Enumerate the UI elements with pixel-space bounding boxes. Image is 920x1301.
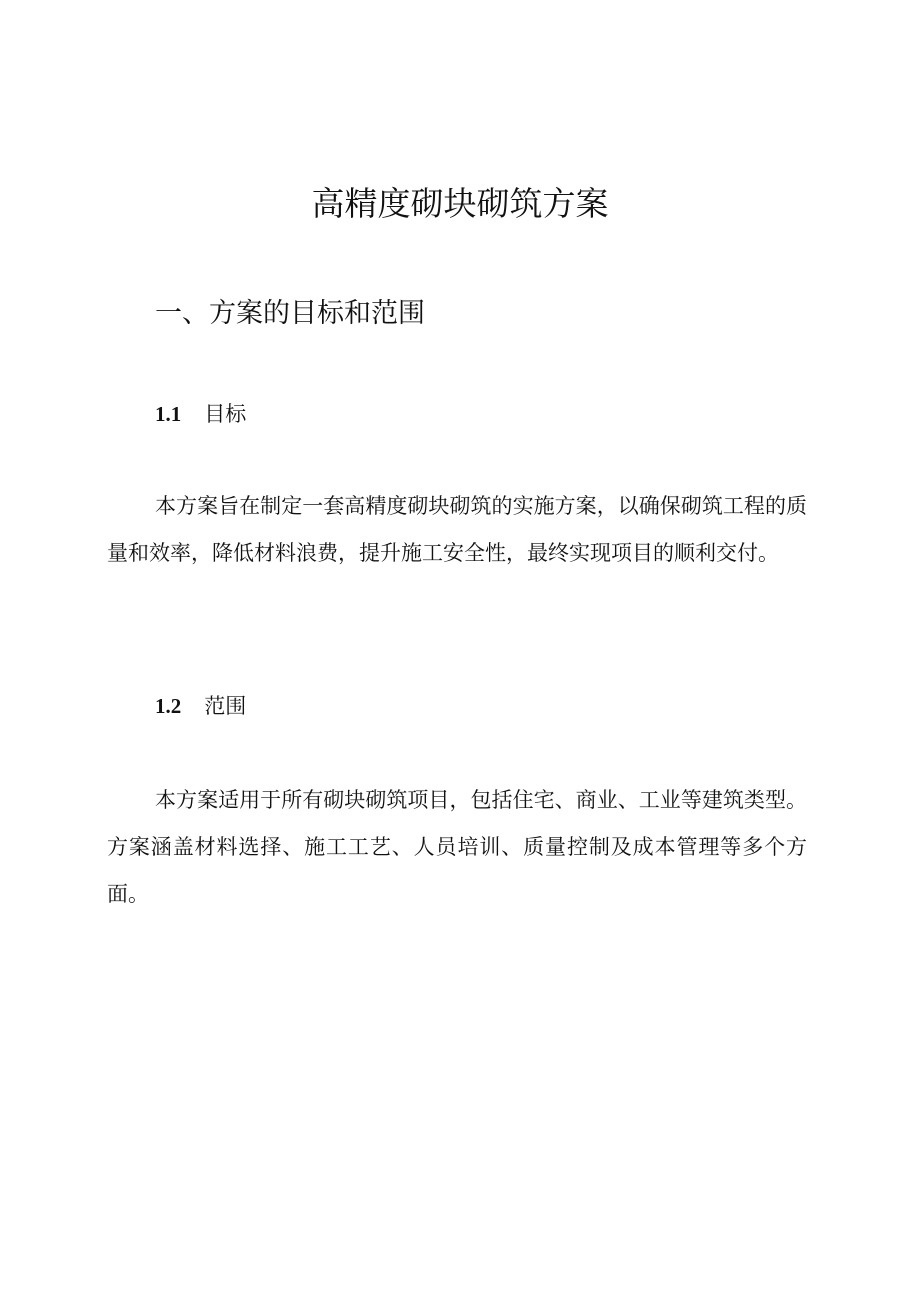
subsection-title: 范围 xyxy=(204,694,247,718)
scope-paragraph: 本方案适用于所有砌块砌筑项目，包括住宅、商业、工业等建筑类型。方案涵盖材料选择、施工工艺、人员培训、质量控制及成本管理等多个方面。 xyxy=(107,788,807,906)
goal-paragraph: 本方案旨在制定一套高精度砌块砌筑的实施方案，以确保砌筑工程的质量和效率，降低材料浪费，提升施工安全性，最终实现项目的顺利交付。 xyxy=(107,494,807,565)
subsection-heading-scope xyxy=(155,689,246,723)
document-title: 高精度砌块砌筑方案 xyxy=(311,184,609,223)
subsection-heading-goal xyxy=(155,397,246,431)
section-heading: 一、方案的目标和范围 xyxy=(155,298,425,329)
subsection-title: 目标 xyxy=(204,402,247,426)
subsection-number: 1.2 xyxy=(155,694,182,718)
subsection-number: 1.1 xyxy=(155,402,182,426)
